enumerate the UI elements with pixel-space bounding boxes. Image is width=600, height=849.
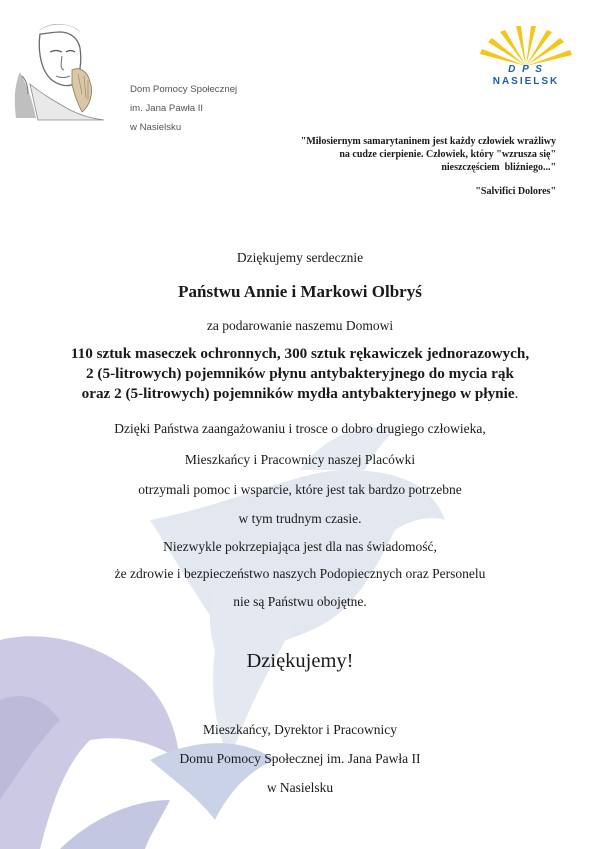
donation-intro: za podarowanie naszemu Domowi — [206, 318, 394, 333]
org-line-2: im. Jana Pawła II — [130, 103, 204, 114]
signature-line: Mieszkańcy, Dyrektor i Pracownicy — [202, 722, 398, 737]
organization-name — [130, 80, 237, 137]
quote-block — [226, 135, 556, 174]
quote-source: "Salvifici Dolores" — [475, 186, 556, 197]
thanks-heading: Dziękujemy! — [246, 650, 354, 672]
body-line: w tym trudnym czasie. — [238, 511, 362, 526]
org-line-1: Dom Pomocy Społecznej — [130, 84, 238, 95]
org-line-3: w Nasielsku — [130, 122, 182, 133]
sun-rays-icon — [470, 26, 582, 68]
quote-line-2: na cudze cierpienie. Człowiek, który "wzrusza się" — [339, 149, 556, 160]
dps-logo — [470, 26, 582, 92]
body-line: Dzięki Państwa zaangażowaniu i trosce o dobro drugiego człowieka, — [114, 421, 486, 436]
signature-line: w Nasielsku — [266, 780, 334, 795]
body-line: że zdrowie i bezpieczeństwo naszych Podopiecznych oraz Personelu — [114, 566, 486, 581]
body-line: Niezwykle pokrzepiająca jest dla nas świadomość, — [163, 539, 437, 554]
donation-list — [0, 344, 600, 404]
body-line: nie są Państwu obojętne. — [233, 594, 367, 609]
logo-dps-text: D P S — [508, 64, 544, 75]
donation-line-3: oraz 2 (5-litrowych) pojemników mydła antybakteryjnego w płynie. — [81, 385, 519, 402]
portrait-sketch-icon — [8, 14, 126, 130]
signature-line: Domu Pomocy Społecznej im. Jana Pawła II — [179, 751, 421, 766]
greeting: Dziękujemy serdecznie — [236, 250, 364, 265]
donation-line-2: 2 (5-litrowych) pojemników płynu antybakteryjnego do mycia rąk — [86, 365, 514, 382]
logo-city-text: NASIELSK — [492, 76, 560, 87]
quote-line-1: "Miłosiernym samarytaninem jest każdy człowiek wrażliwy — [300, 136, 556, 147]
quote-line-3: nieszczęściem bliźniego..." — [441, 162, 556, 173]
body-line: otrzymali pomoc i wsparcie, które jest tak bardzo potrzebne — [138, 482, 462, 497]
donation-line-1: 110 sztuk maseczek ochronnych, 300 sztuk rękawiczek jednorazowych, — [70, 345, 530, 362]
body-line: Mieszkańcy i Pracownicy naszej Placówki — [184, 452, 416, 467]
recipients: Państwu Annie i Markowi Olbryś — [178, 282, 422, 301]
